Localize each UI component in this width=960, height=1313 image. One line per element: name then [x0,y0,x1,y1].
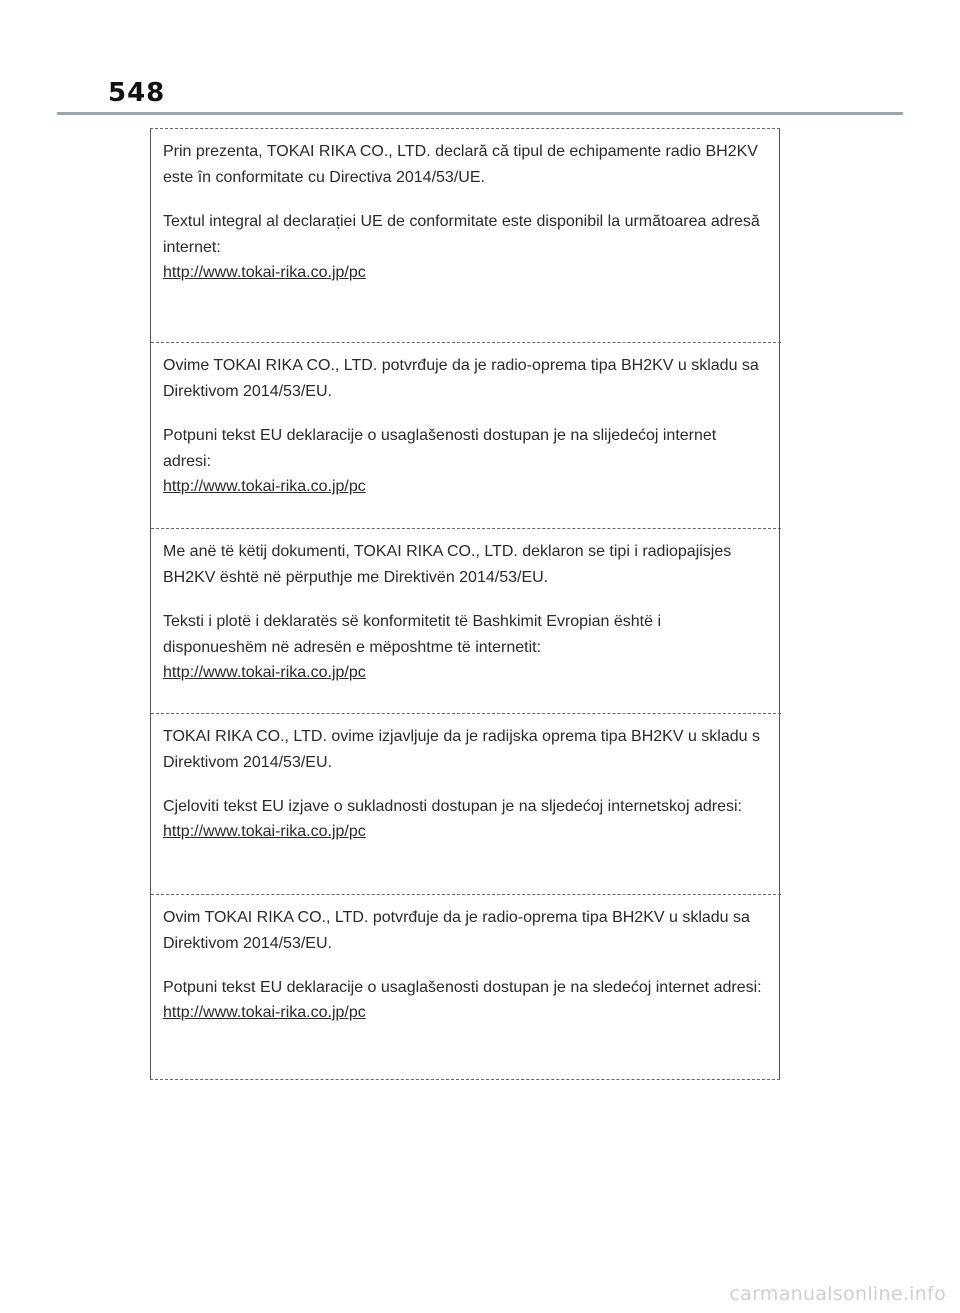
page-number: 548 [108,78,166,108]
declaration-availability: Cjeloviti tekst EU izjave o sukladnosti dostupan je na sljedećoj internetskoj adresi: [163,798,742,815]
declarations-frame [150,128,780,1080]
watermark: carmanualsonline.info [729,1283,946,1305]
declaration-availability: Potpuni tekst EU deklaracije o usaglašenosti dostupan je na sledećoj internet adresi: [163,979,762,996]
declaration-statement: Prin prezenta, TOKAI RIKA CO., LTD. declară că tipul de echipamente radio BH2KV este în conformitate cu Directiva 2014/53/UE. [163,143,758,186]
declaration-section-albanian [151,528,781,713]
declaration-availability: Textul integral al declarației UE de conformitate este disponibil la următoarea adresă internet: [163,213,760,256]
header-divider [57,112,903,115]
declaration-section-romanian [151,129,781,342]
declaration-url-link[interactable]: http://www.tokai-rika.co.jp/pc [163,1004,366,1021]
declaration-statement: Ovim TOKAI RIKA CO., LTD. potvrđuje da je radio-oprema tipa BH2KV u skladu sa Direktivom 2014/53/EU. [163,909,750,952]
declaration-statement: Ovime TOKAI RIKA CO., LTD. potvrđuje da je radio-oprema tipa BH2KV u skladu sa Direktivom 2014/53/EU. [163,357,759,400]
declaration-availability: Teksti i plotë i deklaratës së konformitetit të Bashkimit Evropian është i disponueshëm në adresën e mëposhtme të internetit: [163,613,661,656]
declaration-availability: Potpuni tekst EU deklaracije o usaglašenosti dostupan je na slijedećoj internet adresi: [163,427,717,470]
declaration-url-link[interactable]: http://www.tokai-rika.co.jp/pc [163,264,366,281]
declaration-url-link[interactable]: http://www.tokai-rika.co.jp/pc [163,664,366,681]
declaration-statement: Me anë të këtij dokumenti, TOKAI RIKA CO., LTD. deklaron se tipi i radiopajisjes BH2KV është në përputhje me Direktivën 2014/53/EU. [163,543,732,586]
declaration-url-link[interactable]: http://www.tokai-rika.co.jp/pc [163,823,366,840]
declaration-url-link[interactable]: http://www.tokai-rika.co.jp/pc [163,478,366,495]
declaration-section-croatian [151,713,781,894]
declaration-section-bosnian [151,342,781,528]
declaration-section-serbian [151,894,781,1081]
declaration-statement: TOKAI RIKA CO., LTD. ovime izjavljuje da je radijska oprema tipa BH2KV u skladu s Direktivom 2014/53/EU. [163,728,760,771]
